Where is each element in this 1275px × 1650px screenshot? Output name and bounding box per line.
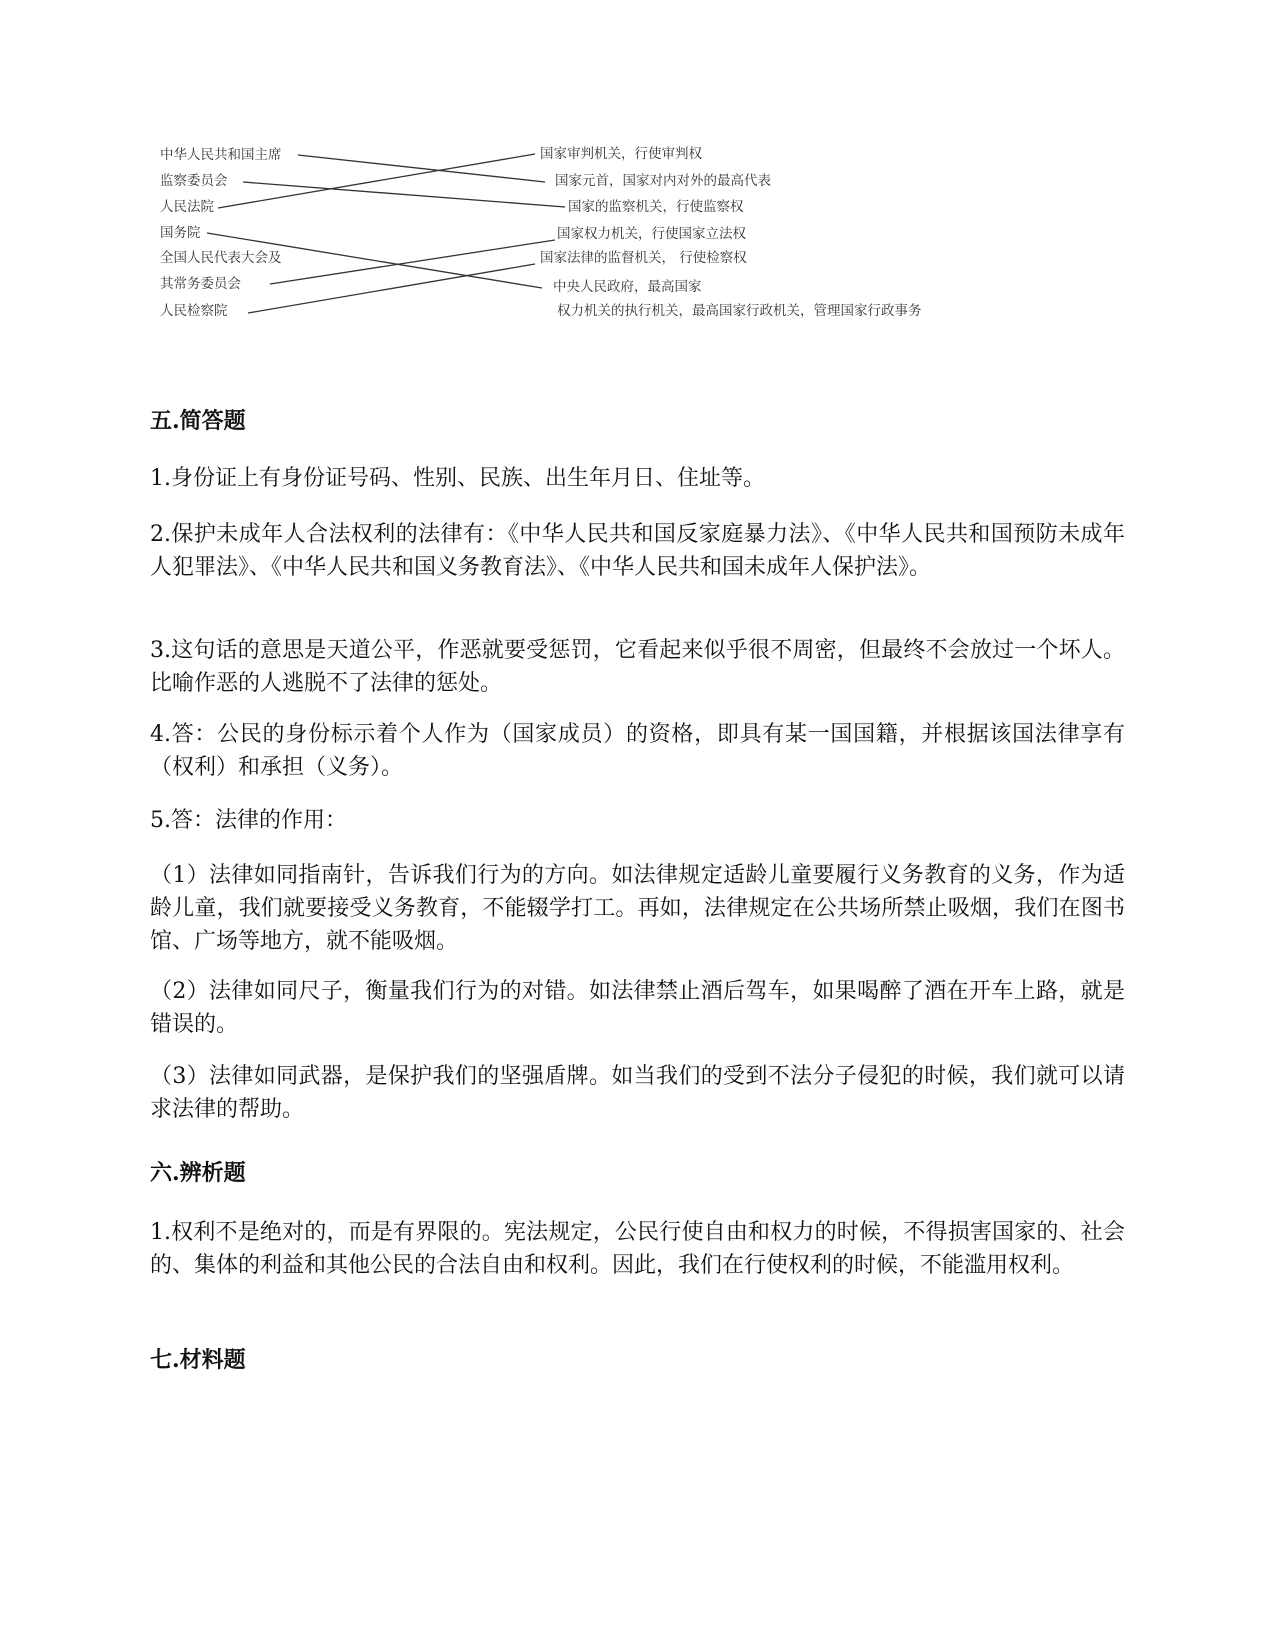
left-item: 全国人民代表大会及 — [160, 250, 282, 266]
paragraph: 5.答：法律的作用： — [150, 808, 347, 833]
left-item: 人民检察院 — [160, 303, 228, 319]
section-heading-6: 六.辨析题 — [150, 1160, 246, 1186]
left-item: 人民法院 — [160, 199, 214, 215]
left-item: 中华人民共和国主席 — [160, 147, 282, 163]
right-item: 国家审判机关，行使审判权 — [540, 146, 702, 162]
right-item: 国家的监察机关，行使监察权 — [568, 199, 744, 215]
paragraph: （3）法律如同武器，是保护我们的坚强盾牌。如当我们的受到不法分子侵犯的时候，我们就可以请求法律的帮助。 — [150, 1064, 1125, 1122]
paragraph: 4.答：公民的身份标示着个人作为（国家成员）的资格，即具有某一国国籍，并根据该国法律享有（权利）和承担（义务）。 — [150, 722, 1125, 780]
paragraph: 1.权利不是绝对的，而是有界限的。宪法规定，公民行使自由和权力的时候，不得损害国家的、社会的、集体的利益和其他公民的合法自由和权利。因此，我们在行使权利的时候，不能滥用权利。 — [150, 1220, 1125, 1278]
left-item: 监察委员会 — [160, 173, 228, 189]
left-item: 国务院 — [160, 225, 201, 241]
connector-line — [248, 264, 535, 313]
left-item: 其常务委员会 — [160, 276, 241, 292]
connector-line — [243, 182, 565, 207]
paragraph: （1）法律如同指南针，告诉我们行为的方向。如法律规定适龄儿童要履行义务教育的义务，作为适龄儿童，我们就要接受义务教育，不能辍学打工。再如，法律规定在公共场所禁止吸烟，我们在图书馆、广场等地方，就不能吸烟。 — [150, 863, 1125, 954]
paragraph: 2.保护未成年人合法权利的法律有：《中华人民共和国反家庭暴力法》、《中华人民共和国预防未成年人犯罪法》、《中华人民共和国义务教育法》、《中华人民共和国未成年人保护法》。 — [150, 522, 1125, 580]
paragraph: 3.这句话的意思是天道公平，作恶就要受惩罚，它看起来似乎很不周密，但最终不会放过一个坏人。比喻作恶的人逃脱不了法律的惩处。 — [150, 638, 1125, 696]
section-heading-5: 五.简答题 — [150, 408, 246, 434]
connector-line — [270, 240, 555, 284]
paragraph: 1.身份证上有身份证号码、性别、民族、出生年月日、住址等。 — [150, 466, 765, 491]
right-item: 中央人民政府，最高国家 — [553, 279, 702, 295]
right-item: 权力机关的执行机关，最高国家行政机关，管理国家行政事务 — [557, 303, 922, 319]
matching-diagram — [150, 140, 1010, 340]
section-heading-7: 七.材料题 — [150, 1347, 246, 1373]
right-item: 国家权力机关，行使国家立法权 — [557, 226, 746, 242]
right-item: 国家元首，国家对内对外的最高代表 — [555, 173, 771, 189]
paragraph: （2）法律如同尺子，衡量我们行为的对错。如法律禁止酒后驾车，如果喝醉了酒在开车上路，就是错误的。 — [150, 979, 1125, 1037]
right-item: 国家法律的监督机关， 行使检察权 — [540, 250, 747, 266]
